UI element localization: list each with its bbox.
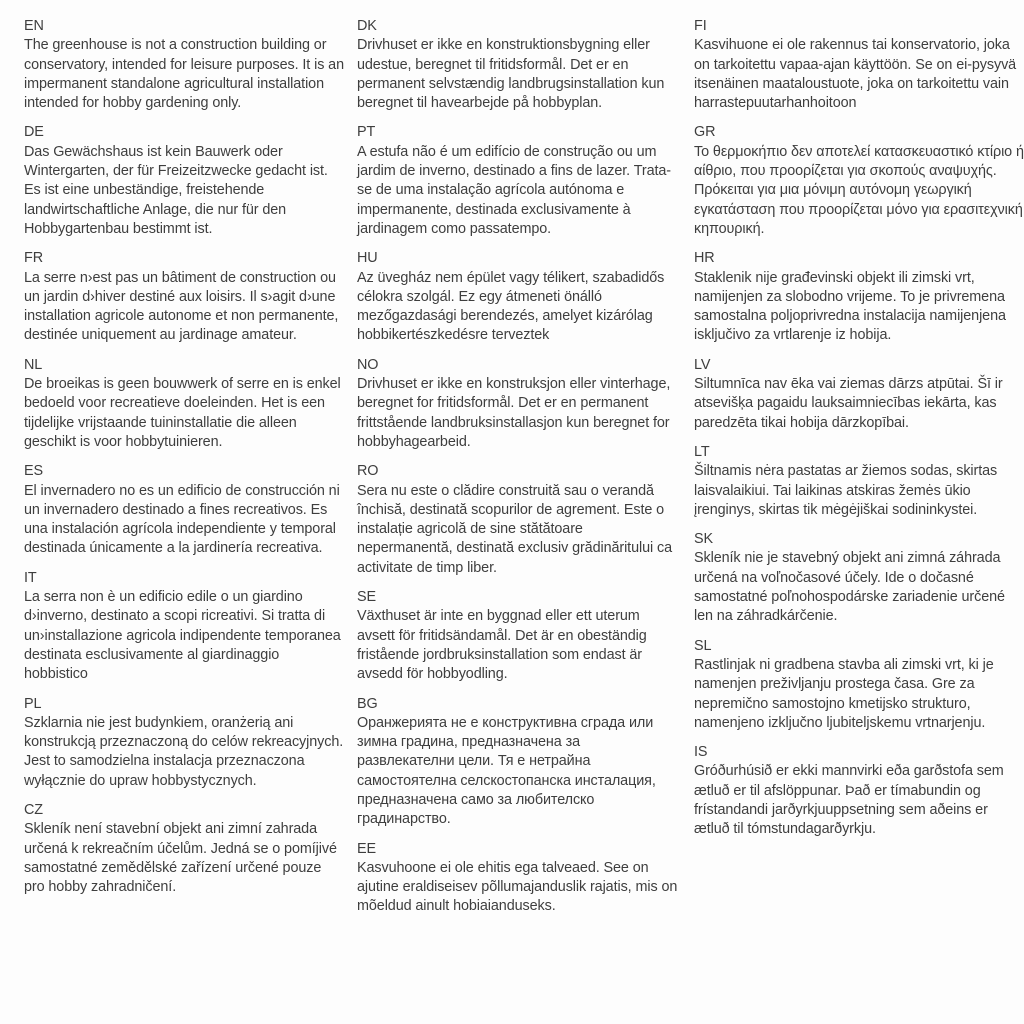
language-code-label: PT bbox=[357, 124, 376, 141]
language-block bbox=[24, 695, 344, 791]
disclaimer-text: Kasvuhoone ei ole ehitis ega talveaed. See on ajutine eraldiseisev põllumajanduslik rajatis, mis on mõeldud ainult hobiaianduseks. bbox=[357, 859, 678, 915]
column-3 bbox=[694, 17, 1024, 1024]
disclaimer-text: Drivhuset er ikke en konstruksjon eller vinterhage, beregnet for fritidsformål. Det er en permanent frittstående landbruksinstallasjon kun beregnet for hobbyhagearbeid. bbox=[357, 376, 671, 450]
disclaimer-text: Drivhuset er ikke en konstruktionsbygning eller udestue, beregnet til fritidsformål. Det er en permanent selvstændig landbrugsinstallation kun beregnet til havearbejde på hobbyplan. bbox=[357, 37, 665, 112]
language-block bbox=[357, 356, 681, 452]
disclaimer-text: A estufa não é um edifício de construção ou um jardim de inverno, destinado a fins de lazer. Trata-se de uma instalação agrícola autónoma e impermanente, destinada exclusivamente à jardinagem como passatempo. bbox=[357, 143, 671, 237]
disclaimer-text: Оранжерията не е конструктивна сграда или зимна градина, предназначена за развлекателни цели. Тя е нетрайна самостоятелна селскостопанска инсталация, предназначена само за любителско градинарство. bbox=[357, 714, 656, 828]
language-code-label: SL bbox=[694, 637, 712, 654]
disclaimer-text: La serra non è un edificio edile o un giardino d›inverno, destinato a scopi ricreativi. Si tratta di un›installazione agricola indipendente temporanea destinata esclusivamente al giardinaggio hobbistico bbox=[24, 589, 341, 683]
disclaimer-text: Skleník není stavební objekt ani zimní zahrada určená k rekreačním účelům. Jedná se o pomíjivé samostatné zemědělské zařízení určené pouze pro hobby zahradničení. bbox=[24, 821, 337, 896]
language-block bbox=[357, 123, 681, 239]
language-code-label: IS bbox=[694, 744, 708, 761]
disclaimer-text: Szklarnia nie jest budynkiem, oranżerią ani konstrukcją przeznaczoną do celów rekreacyjnych. Jest to samodzielna instalacja przeznaczona wyłącznie do upraw hobbystycznych. bbox=[24, 714, 344, 789]
language-code-label: PL bbox=[24, 695, 42, 712]
language-code-label: GR bbox=[694, 124, 716, 141]
language-block bbox=[694, 530, 1024, 626]
language-code-label: LT bbox=[694, 443, 710, 460]
language-block bbox=[24, 123, 344, 239]
language-block bbox=[357, 588, 681, 684]
language-block bbox=[357, 249, 681, 345]
language-block bbox=[24, 17, 344, 113]
language-block bbox=[694, 356, 1024, 433]
disclaimer-text: Das Gewächshaus ist kein Bauwerk oder Wintergarten, der für Freizeitzwecke gedacht ist. Es ist eine unbeständige, freistehende landwirtschaftliche Anlage, die nur für den Hobbygartenbau bestimmt ist. bbox=[24, 143, 328, 237]
disclaimer-text: La serre n›est pas un bâtiment de construction ou un jardin d›hiver destiné aux loisirs. Il s›agit d›une installation agricole autonome et non permanente, destinée uniquement au jardinage amateur. bbox=[24, 269, 339, 344]
language-code-label: LV bbox=[694, 356, 711, 373]
language-block bbox=[24, 569, 344, 685]
language-block bbox=[357, 840, 681, 917]
language-block bbox=[694, 743, 1024, 839]
language-block bbox=[357, 17, 681, 113]
language-code-label: NO bbox=[357, 356, 379, 373]
language-block bbox=[694, 637, 1024, 733]
language-code-label: FI bbox=[694, 18, 707, 34]
language-code-label: SK bbox=[694, 531, 713, 548]
disclaimer-text: De broeikas is geen bouwwerk of serre en is enkel bedoeld voor recreatieve doeleinden. Het is een tijdelijke vrijstaande tuininstallatie die alleen geschikt is voor hobbytuinieren. bbox=[24, 376, 341, 450]
language-code-label: SE bbox=[357, 589, 376, 606]
language-block bbox=[24, 462, 344, 558]
disclaimer-text: Kasvihuone ei ole rakennus tai konservatorio, joka on tarkoitettu vapaa-ajan käyttöön. Se on ei-pysyvä itsenäinen maataloustuote, joka on tarkoitettu vain harrastepuutarhanhoitoon bbox=[694, 37, 1017, 112]
disclaimer-text: Sera nu este o clădire construită sau o verandă închisă, destinată scopurilor de agrement. Este o instalație agricolă de sine stătătoare nepermanentă, destinată exclusiv grădinăritului ca activitate de timp liber. bbox=[357, 482, 672, 576]
language-block bbox=[357, 462, 681, 578]
disclaimer-text: The greenhouse is not a construction building or conservatory, intended for leisure purposes. It is an impermanent standalone agricultural installation intended for hobby gardening only. bbox=[24, 37, 344, 112]
language-code-label: NL bbox=[24, 356, 43, 373]
language-block bbox=[694, 249, 1024, 345]
language-block bbox=[24, 356, 344, 452]
language-code-label: DE bbox=[24, 124, 44, 141]
disclaimer-text: Gróðurhúsið er ekki mannvirki eða garðstofa sem ætluð er til afslöppunar. Það er tímabundin og frístandandi jarðyrkjuuppsetning sem aðeins er ætluð til tómstundagarðyrkju. bbox=[694, 763, 1004, 838]
column-2 bbox=[357, 17, 681, 1024]
column-1 bbox=[24, 17, 344, 1024]
disclaimer-text: Az üvegház nem épület vagy télikert, szabadidős célokra szolgál. Ez egy átmeneti önálló mezőgazdasági berendezés, amelyet kizárólag hobbikertészkedésre terveztek bbox=[357, 269, 665, 344]
language-code-label: ES bbox=[24, 463, 43, 480]
language-code-label: EN bbox=[24, 18, 44, 34]
language-code-label: BG bbox=[357, 695, 378, 712]
language-block bbox=[694, 17, 1024, 113]
language-code-label: CZ bbox=[24, 801, 43, 818]
language-block bbox=[24, 249, 344, 345]
language-block bbox=[24, 801, 344, 897]
language-code-label: FR bbox=[24, 250, 43, 267]
disclaimer-text: Växthuset är inte en byggnad eller ett uterum avsett för fritidsändamål. Det är en obeständig fristående jordbruksinstallation som endast är avsedd för hobbyodling. bbox=[357, 608, 647, 683]
language-block bbox=[357, 695, 681, 830]
disclaimer-text: Šiltnamis nėra pastatas ar žiemos sodas, skirtas laisvalaikiui. Tai laikinas atskiras žemės ūkio įrenginys, skirtas tik mėgėjiškai sodininkystei. bbox=[694, 463, 998, 518]
language-code-label: DK bbox=[357, 18, 377, 34]
disclaimer-text: Rastlinjak ni gradbena stavba ali zimski vrt, ki je namenjen preživljanju prostega časa. Gre za nepremično samostojno kmetijsko strukturo, namenjeno izključno ljubiteljskemu vrtnarjenju. bbox=[694, 656, 994, 731]
disclaimer-text: Skleník nie je stavebný objekt ani zimná záhrada určená na voľnočasové účely. Ide o dočasné samostatné poľnohospodárske zariadenie určené len na záhradkárčenie. bbox=[694, 550, 1005, 625]
language-code-label: HR bbox=[694, 250, 715, 267]
disclaimer-text: Siltumnīca nav ēka vai ziemas dārzs atpūtai. Šī ir atsevišķa pagaidu lauksaimniecības iekārta, kas paredzēta tikai hobija dārzkopībai. bbox=[694, 376, 1003, 431]
language-block bbox=[694, 443, 1024, 520]
language-code-label: HU bbox=[357, 250, 378, 267]
language-code-label: EE bbox=[357, 840, 376, 857]
language-code-label: IT bbox=[24, 569, 37, 586]
disclaimer-text: El invernadero no es un edificio de construcción ni un invernadero destinado a fines recreativos. Es una instalación agrícola independiente y temporal destinada únicamente a la jardinería recreativa. bbox=[24, 482, 340, 557]
language-code-label: RO bbox=[357, 463, 379, 480]
language-block bbox=[694, 123, 1024, 239]
disclaimer-text: Το θερμοκήπιο δεν αποτελεί κατασκευαστικό κτίριο ή αίθριο, που προορίζεται για σκοπούς αναψυχής. Πρόκειται για μια μόνιμη αυτόνομη γεωργική εγκατάσταση που προορίζεται μόνο για ερασιτεχνική κηπουρική. bbox=[694, 143, 1024, 237]
disclaimer-text: Staklenik nije građevinski objekt ili zimski vrt, namijenjen za slobodno vrijeme. To je privremena samostalna poljoprivredna instalacija namijenjena isključivo za vrtlarenje iz hobija. bbox=[694, 269, 1006, 344]
